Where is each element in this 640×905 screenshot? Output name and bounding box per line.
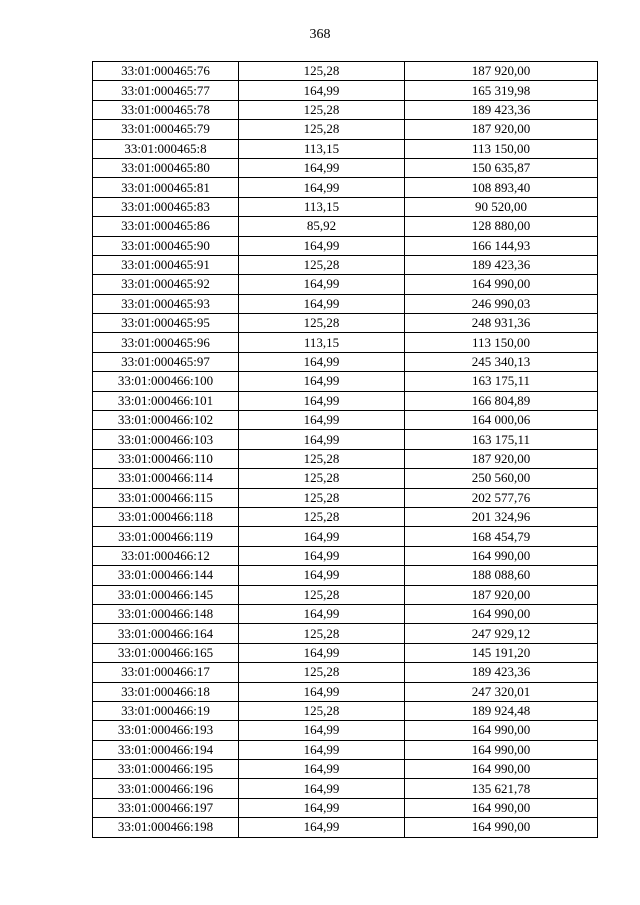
value-cell: 166 144,93 <box>405 236 598 255</box>
table-row <box>93 372 598 391</box>
area-cell: 164,99 <box>239 546 405 565</box>
table-row <box>93 217 598 236</box>
cadastral-number-cell: 33:01:000465:8 <box>93 139 239 158</box>
cadastral-number-cell: 33:01:000465:76 <box>93 62 239 81</box>
area-cell: 125,28 <box>239 701 405 720</box>
page-number: 368 <box>309 27 331 42</box>
table-row <box>93 333 598 352</box>
table-row <box>93 624 598 643</box>
cadastral-number-cell: 33:01:000466:119 <box>93 527 239 546</box>
value-cell: 247 929,12 <box>405 624 598 643</box>
area-cell: 125,28 <box>239 507 405 526</box>
cadastral-number-cell: 33:01:000465:79 <box>93 120 239 139</box>
table-row <box>93 139 598 158</box>
cadastral-number-cell: 33:01:000466:194 <box>93 740 239 759</box>
cadastral-number-cell: 33:01:000466:195 <box>93 760 239 779</box>
table-row <box>93 449 598 468</box>
value-cell: 187 920,00 <box>405 585 598 604</box>
area-cell: 164,99 <box>239 430 405 449</box>
table-row <box>93 643 598 662</box>
area-cell: 164,99 <box>239 158 405 177</box>
table-row <box>93 818 598 837</box>
table-row <box>93 507 598 526</box>
value-cell: 164 990,00 <box>405 798 598 817</box>
cadastral-number-cell: 33:01:000465:86 <box>93 217 239 236</box>
value-cell: 168 454,79 <box>405 527 598 546</box>
value-cell: 90 520,00 <box>405 197 598 216</box>
area-cell: 125,28 <box>239 255 405 274</box>
cadastral-number-cell: 33:01:000466:17 <box>93 663 239 682</box>
table-row <box>93 158 598 177</box>
value-cell: 164 990,00 <box>405 760 598 779</box>
value-cell: 113 150,00 <box>405 139 598 158</box>
value-cell: 164 990,00 <box>405 604 598 623</box>
cadastral-number-cell: 33:01:000465:91 <box>93 255 239 274</box>
table-row <box>93 100 598 119</box>
area-cell: 164,99 <box>239 682 405 701</box>
table-row <box>93 760 598 779</box>
cadastral-number-cell: 33:01:000466:164 <box>93 624 239 643</box>
cadastral-number-cell: 33:01:000466:114 <box>93 469 239 488</box>
value-cell: 187 920,00 <box>405 120 598 139</box>
cadastral-number-cell: 33:01:000466:118 <box>93 507 239 526</box>
value-cell: 189 423,36 <box>405 663 598 682</box>
value-cell: 189 423,36 <box>405 255 598 274</box>
area-cell: 125,28 <box>239 663 405 682</box>
cadastral-number-cell: 33:01:000466:18 <box>93 682 239 701</box>
value-cell: 135 621,78 <box>405 779 598 798</box>
area-cell: 164,99 <box>239 391 405 410</box>
cadastral-number-cell: 33:01:000466:115 <box>93 488 239 507</box>
area-cell: 125,28 <box>239 449 405 468</box>
value-cell: 245 340,13 <box>405 352 598 371</box>
value-cell: 108 893,40 <box>405 178 598 197</box>
table-row <box>93 430 598 449</box>
area-cell: 164,99 <box>239 275 405 294</box>
value-cell: 145 191,20 <box>405 643 598 662</box>
cadastral-number-cell: 33:01:000465:90 <box>93 236 239 255</box>
value-cell: 189 924,48 <box>405 701 598 720</box>
cadastral-number-cell: 33:01:000466:101 <box>93 391 239 410</box>
value-cell: 164 990,00 <box>405 740 598 759</box>
table-row <box>93 275 598 294</box>
value-cell: 166 804,89 <box>405 391 598 410</box>
area-cell: 125,28 <box>239 624 405 643</box>
cadastral-number-cell: 33:01:000466:196 <box>93 779 239 798</box>
area-cell: 164,99 <box>239 294 405 313</box>
area-cell: 164,99 <box>239 760 405 779</box>
table-row <box>93 663 598 682</box>
value-cell: 163 175,11 <box>405 430 598 449</box>
table-row <box>93 740 598 759</box>
cadastral-number-cell: 33:01:000465:81 <box>93 178 239 197</box>
area-cell: 164,99 <box>239 81 405 100</box>
area-cell: 164,99 <box>239 779 405 798</box>
table-row <box>93 411 598 430</box>
area-cell: 164,99 <box>239 178 405 197</box>
area-cell: 125,28 <box>239 62 405 81</box>
area-cell: 164,99 <box>239 818 405 837</box>
value-cell: 188 088,60 <box>405 566 598 585</box>
cadastral-number-cell: 33:01:000466:144 <box>93 566 239 585</box>
area-cell: 164,99 <box>239 798 405 817</box>
data-table <box>92 61 598 838</box>
table-row <box>93 314 598 333</box>
cadastral-number-cell: 33:01:000466:148 <box>93 604 239 623</box>
table-row <box>93 255 598 274</box>
cadastral-number-cell: 33:01:000466:145 <box>93 585 239 604</box>
cadastral-number-cell: 33:01:000466:103 <box>93 430 239 449</box>
value-cell: 201 324,96 <box>405 507 598 526</box>
area-cell: 164,99 <box>239 352 405 371</box>
table-row <box>93 585 598 604</box>
value-cell: 164 990,00 <box>405 546 598 565</box>
cadastral-number-cell: 33:01:000466:193 <box>93 721 239 740</box>
value-cell: 189 423,36 <box>405 100 598 119</box>
value-cell: 187 920,00 <box>405 62 598 81</box>
value-cell: 113 150,00 <box>405 333 598 352</box>
table-row <box>93 120 598 139</box>
area-cell: 164,99 <box>239 372 405 391</box>
cadastral-number-cell: 33:01:000465:96 <box>93 333 239 352</box>
value-cell: 247 320,01 <box>405 682 598 701</box>
area-cell: 125,28 <box>239 488 405 507</box>
cadastral-number-cell: 33:01:000466:100 <box>93 372 239 391</box>
area-cell: 125,28 <box>239 100 405 119</box>
cadastral-number-cell: 33:01:000465:97 <box>93 352 239 371</box>
table-row <box>93 546 598 565</box>
value-cell: 250 560,00 <box>405 469 598 488</box>
table-row <box>93 352 598 371</box>
table-row <box>93 798 598 817</box>
area-cell: 164,99 <box>239 566 405 585</box>
area-cell: 85,92 <box>239 217 405 236</box>
area-cell: 164,99 <box>239 740 405 759</box>
area-cell: 113,15 <box>239 139 405 158</box>
table-row <box>93 62 598 81</box>
cadastral-number-cell: 33:01:000466:102 <box>93 411 239 430</box>
value-cell: 164 990,00 <box>405 818 598 837</box>
table-row <box>93 721 598 740</box>
cadastral-number-cell: 33:01:000466:165 <box>93 643 239 662</box>
area-cell: 125,28 <box>239 469 405 488</box>
value-cell: 202 577,76 <box>405 488 598 507</box>
value-cell: 163 175,11 <box>405 372 598 391</box>
area-cell: 164,99 <box>239 527 405 546</box>
value-cell: 164 990,00 <box>405 275 598 294</box>
area-cell: 113,15 <box>239 333 405 352</box>
table-row <box>93 391 598 410</box>
area-cell: 125,28 <box>239 120 405 139</box>
table-row <box>93 236 598 255</box>
area-cell: 125,28 <box>239 585 405 604</box>
table-row <box>93 178 598 197</box>
area-cell: 164,99 <box>239 604 405 623</box>
area-cell: 113,15 <box>239 197 405 216</box>
cadastral-number-cell: 33:01:000465:80 <box>93 158 239 177</box>
table-row <box>93 682 598 701</box>
table-body <box>93 62 598 838</box>
cadastral-number-cell: 33:01:000466:12 <box>93 546 239 565</box>
cadastral-number-cell: 33:01:000466:198 <box>93 818 239 837</box>
cadastral-number-cell: 33:01:000465:77 <box>93 81 239 100</box>
table-row <box>93 779 598 798</box>
table-row <box>93 701 598 720</box>
table-row <box>93 81 598 100</box>
cadastral-number-cell: 33:01:000466:110 <box>93 449 239 468</box>
area-cell: 164,99 <box>239 236 405 255</box>
table-row <box>93 294 598 313</box>
cadastral-number-cell: 33:01:000466:19 <box>93 701 239 720</box>
cadastral-number-cell: 33:01:000465:92 <box>93 275 239 294</box>
value-cell: 128 880,00 <box>405 217 598 236</box>
cadastral-number-cell: 33:01:000465:95 <box>93 314 239 333</box>
table-row <box>93 197 598 216</box>
table-row <box>93 566 598 585</box>
area-cell: 164,99 <box>239 643 405 662</box>
value-cell: 246 990,03 <box>405 294 598 313</box>
value-cell: 248 931,36 <box>405 314 598 333</box>
table-row <box>93 469 598 488</box>
table-row <box>93 527 598 546</box>
cadastral-number-cell: 33:01:000465:93 <box>93 294 239 313</box>
value-cell: 165 319,98 <box>405 81 598 100</box>
cadastral-number-cell: 33:01:000465:83 <box>93 197 239 216</box>
area-cell: 164,99 <box>239 721 405 740</box>
value-cell: 150 635,87 <box>405 158 598 177</box>
value-cell: 164 000,06 <box>405 411 598 430</box>
table-row <box>93 604 598 623</box>
cadastral-number-cell: 33:01:000465:78 <box>93 100 239 119</box>
cadastral-number-cell: 33:01:000466:197 <box>93 798 239 817</box>
area-cell: 164,99 <box>239 411 405 430</box>
table-row <box>93 488 598 507</box>
area-cell: 125,28 <box>239 314 405 333</box>
value-cell: 164 990,00 <box>405 721 598 740</box>
value-cell: 187 920,00 <box>405 449 598 468</box>
